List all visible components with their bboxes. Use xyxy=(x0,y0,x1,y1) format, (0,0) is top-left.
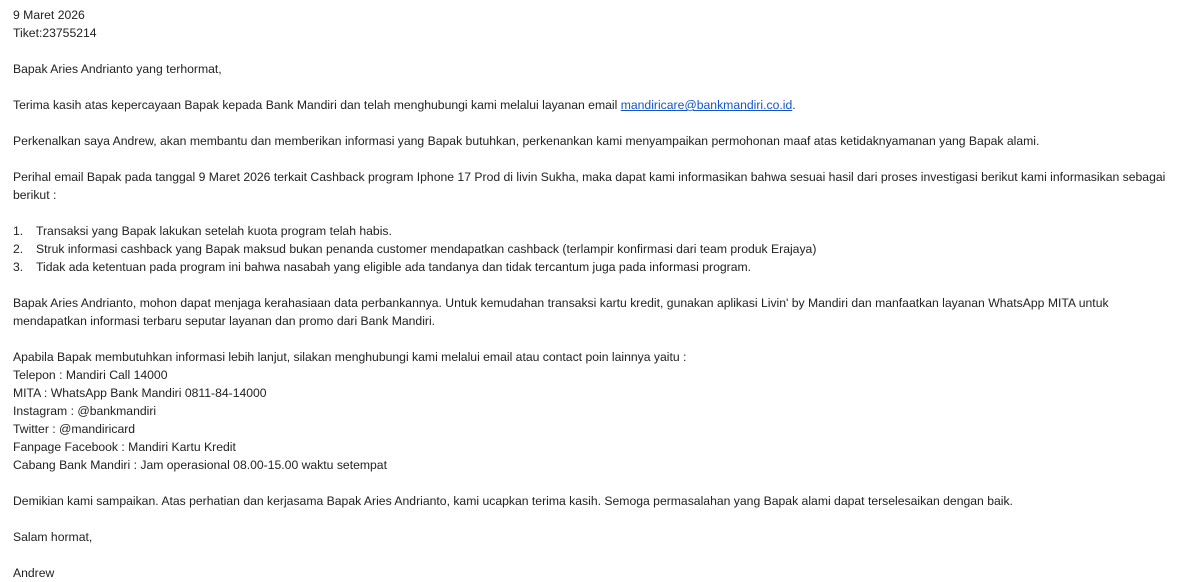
contact-lead: Apabila Bapak membutuhkan informasi lebih lanjut, silakan menghubungi kami melalui email atau contact poin lainnya yaitu : xyxy=(13,350,687,364)
contact-line: Telepon : Mandiri Call 14000 xyxy=(13,368,168,382)
list-number: 2. xyxy=(13,242,24,256)
contact-line: Cabang Bank Mandiri : Jam operasional 08.00-15.00 waktu setempat xyxy=(13,458,387,472)
list-item xyxy=(13,222,1200,240)
intro-paragraph xyxy=(13,96,1200,114)
contact-line: Instagram : @bankmandiri xyxy=(13,404,157,418)
list-text: Transaksi yang Bapak lakukan setelah kuota program telah habis. xyxy=(36,224,392,238)
list-item xyxy=(13,258,1200,276)
confidentiality-paragraph: Bapak Aries Andrianto, mohon dapat menjaga kerahasiaan data perbankannya. Untuk kemudahan transaksi kartu kredit, gunakan aplikasi Livin' by Mandiri dan manfaatkan layanan WhatsApp MITA untuk mendapatkan informasi terbaru seputar layanan dan promo dari Bank Mandiri. xyxy=(13,296,1109,328)
email-link[interactable]: mandiricare@bankmandiri.co.id xyxy=(620,98,793,112)
intro-text: Terima kasih atas kepercayaan Bapak kepada Bank Mandiri dan telah menghubungi kami melalui layanan email xyxy=(13,98,621,112)
intro-suffix: . xyxy=(792,98,796,112)
list-item xyxy=(13,240,1200,258)
greeting: Bapak Aries Andrianto yang terhormat, xyxy=(13,62,222,76)
list-text: Struk informasi cashback yang Bapak maksud bukan penanda customer mendapatkan cashback (terlampir konfirmasi dari team produk Erajaya) xyxy=(36,242,817,256)
list-text: Tidak ada ketentuan pada program ini bahwa nasabah yang eligible ada tandanya dan tidak tercantum juga pada informasi program. xyxy=(36,260,752,274)
self-intro-paragraph: Perkenalkan saya Andrew, akan membantu dan memberikan informasi yang Bapak butuhkan, perkenankan kami menyampaikan permohonan maaf atas ketidaknyamanan yang Bapak alami. xyxy=(13,134,1040,148)
closing-paragraph: Demikian kami sampaikan. Atas perhatian dan kerjasama Bapak Aries Andrianto, kami ucapkan terima kasih. Semoga permasalahan yang Bapak alami dapat terselesaikan dengan baik. xyxy=(13,494,1013,508)
list-number: 1. xyxy=(13,224,24,238)
contact-line: MITA : WhatsApp Bank Mandiri 0811-84-14000 xyxy=(13,386,267,400)
signoff: Salam hormat, xyxy=(13,530,93,544)
letter-date: 9 Maret 2026 xyxy=(13,8,85,22)
contact-line: Twitter : @mandiricard xyxy=(13,422,136,436)
ticket-number: Tiket:23755214 xyxy=(13,26,97,40)
contact-line: Fanpage Facebook : Mandiri Kartu Kredit xyxy=(13,440,236,454)
list-number: 3. xyxy=(13,260,24,274)
signature-name: Andrew xyxy=(13,566,55,580)
investigation-points xyxy=(13,222,1200,276)
subject-paragraph: Perihal email Bapak pada tanggal 9 Maret 2026 terkait Cashback program Iphone 17 Prod di livin Sukha, maka dapat kami informasikan bahwa sesuai hasil dari proses investigasi berikut kami informasikan sebagai berikut : xyxy=(13,170,1166,202)
